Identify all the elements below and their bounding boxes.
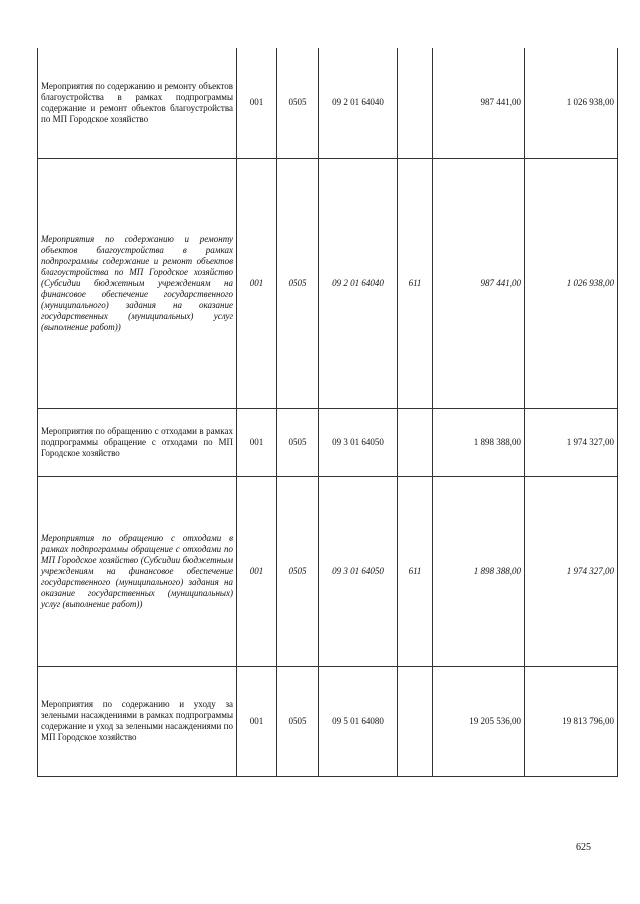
table-row [38, 666, 618, 776]
row-target: 09 2 01 64040 [319, 48, 398, 158]
row-name: Мероприятия по содержанию и уходу за зелеными насаждениями в рамках подпрограммы содержание и уход за зелеными насаждениями по МП Городское хозяйство [38, 666, 237, 776]
row-name: Мероприятия по содержанию и ремонту объектов благоустройства в рамках подпрограммы содержание и ремонт объектов благоустройства по МП Городское хозяйство [38, 48, 237, 158]
row-ministry: 001 [237, 408, 277, 476]
row-vr [398, 408, 433, 476]
table-row [38, 476, 618, 666]
row-sum-1: 1 898 388,00 [433, 408, 525, 476]
row-sum-1: 19 205 536,00 [433, 666, 525, 776]
row-ministry: 001 [237, 158, 277, 408]
row-ministry: 001 [237, 666, 277, 776]
page-number: 625 [576, 842, 591, 853]
row-section: 0505 [277, 476, 319, 666]
row-sum-2: 1 026 938,00 [525, 158, 618, 408]
table-body [38, 48, 618, 776]
row-sum-1: 1 898 388,00 [433, 476, 525, 666]
row-target: 09 2 01 64040 [319, 158, 398, 408]
budget-table [37, 48, 618, 777]
row-section: 0505 [277, 48, 319, 158]
row-section: 0505 [277, 408, 319, 476]
row-sum-2: 1 974 327,00 [525, 408, 618, 476]
row-section: 0505 [277, 666, 319, 776]
row-target: 09 3 01 64050 [319, 476, 398, 666]
row-name: Мероприятия по содержанию и ремонту объектов благоустройства в рамках подпрограммы содержание и ремонт объектов благоустройства по МП Городское хозяйство (Субсидии бюджетным учреждениям на финансовое обеспечение государственного (муниципального) задания на оказание государственных (муниципальных) услуг (выполнение работ)) [38, 158, 237, 408]
row-vr [398, 666, 433, 776]
row-ministry: 001 [237, 476, 277, 666]
row-sum-2: 1 026 938,00 [525, 48, 618, 158]
row-vr: 611 [398, 158, 433, 408]
table-row [38, 158, 618, 408]
row-target: 09 3 01 64050 [319, 408, 398, 476]
row-name: Мероприятия по обращению с отходами в рамках подпрограммы обращение с отходами по МП Городское хозяйство (Субсидии бюджетным учреждениям на финансовое обеспечение государственного (муниципального) задания на оказание государственных (муниципальных) услуг (выполнение работ)) [38, 476, 237, 666]
table-row [38, 48, 618, 158]
row-section: 0505 [277, 158, 319, 408]
row-sum-2: 19 813 796,00 [525, 666, 618, 776]
row-vr [398, 48, 433, 158]
row-sum-1: 987 441,00 [433, 48, 525, 158]
row-vr: 611 [398, 476, 433, 666]
row-name: Мероприятия по обращению с отходами в рамках подпрограммы обращение с отходами по МП Городское хозяйство [38, 408, 237, 476]
table-row [38, 408, 618, 476]
row-sum-1: 987 441,00 [433, 158, 525, 408]
row-sum-2: 1 974 327,00 [525, 476, 618, 666]
row-target: 09 5 01 64080 [319, 666, 398, 776]
row-ministry: 001 [237, 48, 277, 158]
